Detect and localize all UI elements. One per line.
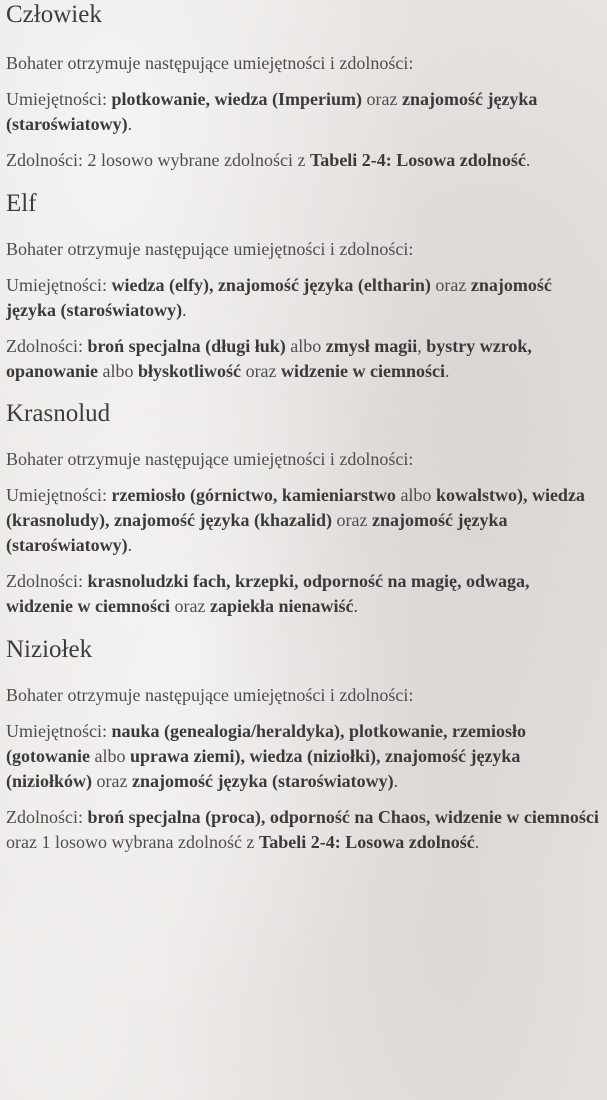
talents-elf: [6, 334, 601, 384]
bold-term: rzemiosło (górnictwo, kamieniarstwo: [111, 485, 396, 505]
text-run: .: [445, 361, 450, 381]
intro-czlowiek: Bohater otrzymuje następujące umiejętności i zdolności:: [6, 53, 414, 73]
text-run: albo: [395, 485, 436, 505]
bold-term: uprawa ziemi), wiedza (niziołki), znajomość języka (niziołków): [6, 746, 521, 791]
text-run: .: [353, 596, 358, 616]
bold-term: bystry wzrok, opanowanie: [6, 336, 532, 381]
bold-term: broń specjalna (długi łuk): [87, 336, 286, 356]
section-niziolek: [6, 637, 601, 855]
bold-term: kowalstwo), wiedza (krasnoludy), znajomość języka (khazalid): [6, 485, 585, 530]
text-run: ,: [417, 336, 427, 356]
section-elf: [6, 191, 601, 384]
bold-term: błyskotliwość: [138, 361, 242, 381]
section-krasnolud: [6, 401, 601, 619]
bold-term: wiedza (elfy), znajomość języka (eltharin): [111, 275, 431, 295]
heading-elf: Elf: [6, 190, 37, 217]
bold-term: zmysł magii: [325, 336, 418, 356]
heading-niziolek: Niziołek: [6, 636, 93, 663]
intro-elf: Bohater otrzymuje następujące umiejętności i zdolności:: [6, 239, 414, 259]
text-run: Umiejętności:: [6, 721, 112, 741]
section-czlowiek: [6, 0, 601, 173]
text-run: Zdolności:: [6, 336, 88, 356]
text-run: .: [182, 300, 187, 320]
talents-niziolek: [6, 805, 601, 855]
text-run: Zdolności:: [6, 571, 88, 591]
bold-term: zapiekła nienawiść: [209, 596, 354, 616]
text-run: oraz: [332, 510, 372, 530]
text-run: Zdolności:: [6, 807, 88, 827]
talents-krasnolud: [6, 569, 601, 619]
text-run: .: [393, 771, 399, 791]
bold-term: broń specjalna (proca), odporność na Chaos, widzenie w ciemności: [87, 807, 599, 827]
bold-term: Tabeli 2-4: Losowa zdolność: [309, 150, 526, 170]
skills-czlowiek: [6, 87, 601, 137]
text-run: oraz: [430, 275, 471, 295]
heading-krasnolud: Krasnolud: [6, 400, 111, 427]
text-run: .: [127, 535, 133, 555]
bold-term: znajomość języka (staroświatowy): [6, 275, 552, 320]
skills-niziolek: [6, 719, 601, 794]
bold-term: znajomość języka (staroświatowy): [6, 89, 538, 134]
text-run: albo: [98, 361, 139, 381]
talents-czlowiek: [6, 148, 601, 173]
text-run: oraz: [92, 771, 132, 791]
text-run: Zdolności: 2 losowo wybrane zdolności z: [6, 150, 310, 170]
bold-term: Tabeli 2-4: Losowa zdolność: [258, 832, 475, 852]
text-run: Umiejętności:: [6, 485, 112, 505]
text-run: oraz: [361, 89, 402, 109]
text-run: oraz: [169, 596, 210, 616]
skills-elf: [6, 273, 601, 323]
intro-niziolek: Bohater otrzymuje następujące umiejętności i zdolności:: [6, 685, 414, 705]
bold-term: krasnoludzki fach, krzepki, odporność na magię, odwaga, widzenie w ciemności: [6, 571, 530, 616]
text-run: .: [525, 150, 531, 170]
text-run: Umiejętności:: [6, 275, 112, 295]
text-run: oraz: [241, 361, 282, 381]
bold-term: plotkowanie, wiedza (Imperium): [111, 89, 362, 109]
skills-krasnolud: [6, 483, 601, 558]
bold-term: znajomość języka (staroświatowy): [132, 771, 394, 791]
text-run: .: [474, 832, 480, 852]
text-run: oraz 1 losowo wybrana zdolność z: [6, 832, 259, 852]
heading-czlowiek: Człowiek: [6, 1, 102, 28]
bold-term: znajomość języka (staroświatowy): [6, 510, 508, 555]
intro-krasnolud: Bohater otrzymuje następujące umiejętności i zdolności:: [6, 449, 414, 469]
text-run: Umiejętności:: [6, 89, 112, 109]
text-run: albo: [285, 336, 326, 356]
text-run: .: [127, 114, 133, 134]
bold-term: nauka (genealogia/heraldyka), plotkowanie, rzemiosło (gotowanie: [6, 721, 526, 766]
text-run: albo: [90, 746, 130, 766]
bold-term: widzenie w ciemności: [281, 361, 446, 381]
